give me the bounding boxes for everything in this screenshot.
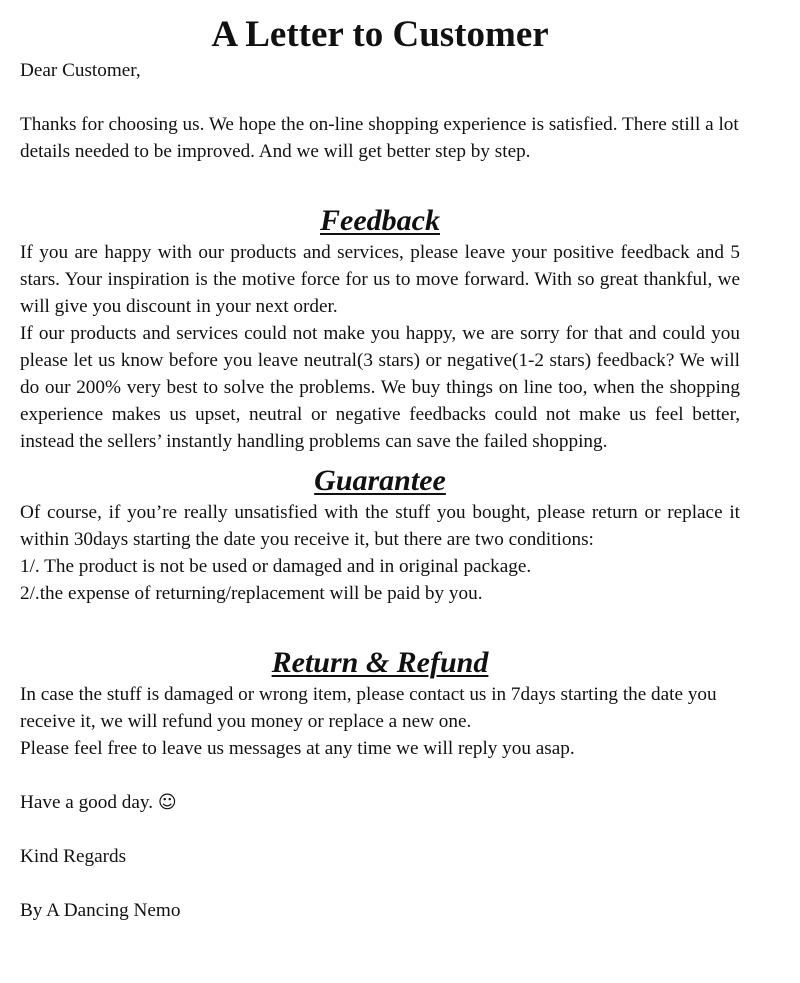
spacer (20, 607, 740, 645)
closing-good-day (20, 789, 740, 816)
spacer (20, 870, 740, 897)
spacer (20, 84, 740, 111)
good-day-text: Have a good day. (20, 792, 154, 813)
spacer (20, 455, 740, 463)
feedback-paragraph-negative: If our products and services could not make you happy, we are sorry for that and could you please let us know before you leave neutral(3 stars) or negative(1-2 stars) feedback? We will do our 200% very best to solve the problems. We buy things on line too, when the shopping experience makes us upset, neutral or negative feedbacks could not make us feel better, instead the sellers’ instantly handling problems can save the failed shopping. (20, 323, 740, 452)
refund-heading: Return & Refund (271, 646, 489, 679)
smiley-icon: ☺ (157, 792, 177, 813)
guarantee-paragraph: Of course, if you’re really unsatisfied with the stuff you bought, please return or replace it within 30days starting the date you receive it, but there are two conditions: (20, 502, 740, 550)
greeting: Dear Customer, (20, 60, 141, 81)
spacer (20, 816, 740, 843)
guarantee-condition-1: 1/. The product is not be used or damaged and in original package. (20, 556, 532, 577)
intro-paragraph: Thanks for choosing us. We hope the on-line shopping experience is satisfied. There still a lot details needed to be improved. And we will get better step by step. (20, 114, 739, 162)
guarantee-condition-2: 2/.the expense of returning/replacement will be paid by you. (20, 583, 483, 604)
closing-regards: Kind Regards (20, 846, 127, 867)
letter-title: A Letter to Customer (211, 14, 549, 55)
feedback-paragraph-positive: If you are happy with our products and services, please leave your positive feedback and 5 stars. Your inspiration is the motive force for us to move forward. With so great thankful, we will give you discount in your next order. (20, 242, 740, 317)
refund-contact-note: Please feel free to leave us messages at any time we will reply you asap. (20, 738, 575, 759)
spacer (20, 762, 740, 789)
spacer (20, 165, 740, 203)
feedback-heading: Feedback (320, 204, 440, 237)
guarantee-heading: Guarantee (314, 464, 446, 497)
refund-paragraph: In case the stuff is damaged or wrong item, please contact us in 7days starting the date you receive it, we will refund you money or replace a new one. (20, 684, 717, 732)
signature: By A Dancing Nemo (20, 900, 181, 921)
letter-page (20, 0, 740, 924)
